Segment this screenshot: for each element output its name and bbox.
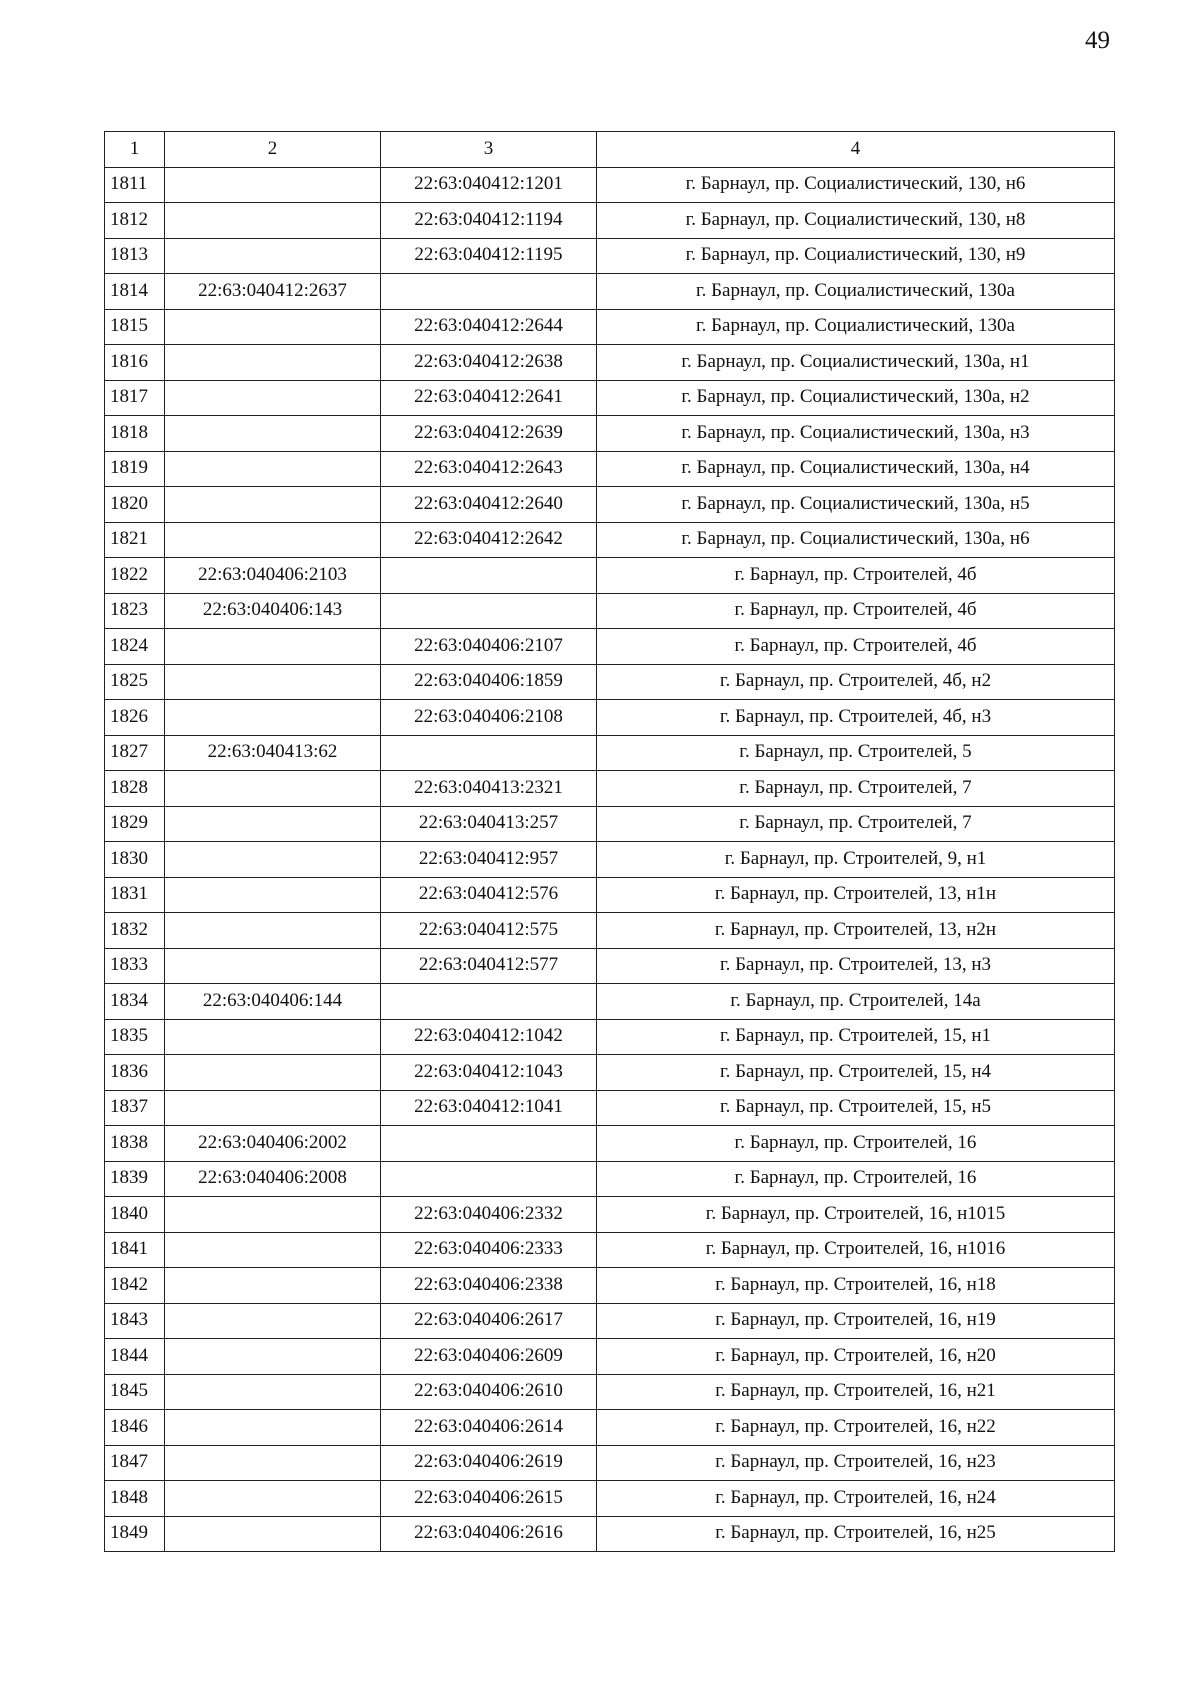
row-number-cell: 1822 xyxy=(105,558,165,594)
parcel-cadastral-number-cell xyxy=(165,380,381,416)
table-row xyxy=(105,1019,1115,1055)
building-cadastral-number-cell: 22:63:040412:1041 xyxy=(381,1090,597,1126)
address-cell: г. Барнаул, пр. Строителей, 4б xyxy=(597,593,1115,629)
address-cell: г. Барнаул, пр. Строителей, 4б, н3 xyxy=(597,700,1115,736)
table-row xyxy=(105,1481,1115,1517)
building-cadastral-number-cell: 22:63:040406:2619 xyxy=(381,1445,597,1481)
address-cell: г. Барнаул, пр. Социалистический, 130а, н1 xyxy=(597,345,1115,381)
address-cell: г. Барнаул, пр. Строителей, 7 xyxy=(597,771,1115,807)
table-row xyxy=(105,1339,1115,1375)
address-cell: г. Барнаул, пр. Строителей, 16 xyxy=(597,1161,1115,1197)
parcel-cadastral-number-cell xyxy=(165,1090,381,1126)
address-cell: г. Барнаул, пр. Строителей, 16, н21 xyxy=(597,1374,1115,1410)
parcel-cadastral-number-cell xyxy=(165,1268,381,1304)
parcel-cadastral-number-cell xyxy=(165,1516,381,1552)
building-cadastral-number-cell xyxy=(381,984,597,1020)
address-cell: г. Барнаул, пр. Социалистический, 130а, н4 xyxy=(597,451,1115,487)
parcel-cadastral-number-cell xyxy=(165,345,381,381)
parcel-cadastral-number-cell xyxy=(165,238,381,274)
table-row xyxy=(105,629,1115,665)
building-cadastral-number-cell: 22:63:040412:577 xyxy=(381,948,597,984)
building-cadastral-number-cell: 22:63:040412:576 xyxy=(381,877,597,913)
row-number-cell: 1816 xyxy=(105,345,165,381)
address-cell: г. Барнаул, пр. Строителей, 7 xyxy=(597,806,1115,842)
address-cell: г. Барнаул, пр. Строителей, 16, н23 xyxy=(597,1445,1115,1481)
row-number-cell: 1814 xyxy=(105,274,165,310)
address-cell: г. Барнаул, пр. Строителей, 16, н25 xyxy=(597,1516,1115,1552)
building-cadastral-number-cell: 22:63:040412:2638 xyxy=(381,345,597,381)
table-row xyxy=(105,700,1115,736)
row-number-cell: 1830 xyxy=(105,842,165,878)
page-number: 49 xyxy=(1085,27,1110,54)
row-number-cell: 1842 xyxy=(105,1268,165,1304)
building-cadastral-number-cell xyxy=(381,274,597,310)
parcel-cadastral-number-cell xyxy=(165,309,381,345)
table-row xyxy=(105,1374,1115,1410)
address-cell: г. Барнаул, пр. Строителей, 13, н3 xyxy=(597,948,1115,984)
parcel-cadastral-number-cell xyxy=(165,948,381,984)
parcel-cadastral-number-cell: 22:63:040406:2008 xyxy=(165,1161,381,1197)
parcel-cadastral-number-cell xyxy=(165,806,381,842)
table-row xyxy=(105,842,1115,878)
table-header-row xyxy=(105,132,1115,168)
parcel-cadastral-number-cell xyxy=(165,700,381,736)
column-header-2: 2 xyxy=(165,132,381,168)
address-cell: г. Барнаул, пр. Социалистический, 130а xyxy=(597,309,1115,345)
row-number-cell: 1826 xyxy=(105,700,165,736)
address-cell: г. Барнаул, пр. Строителей, 16, н1016 xyxy=(597,1232,1115,1268)
parcel-cadastral-number-cell xyxy=(165,1303,381,1339)
row-number-cell: 1844 xyxy=(105,1339,165,1375)
row-number-cell: 1834 xyxy=(105,984,165,1020)
row-number-cell: 1840 xyxy=(105,1197,165,1233)
table-row xyxy=(105,1126,1115,1162)
address-cell: г. Барнаул, пр. Строителей, 15, н5 xyxy=(597,1090,1115,1126)
row-number-cell: 1824 xyxy=(105,629,165,665)
address-cell: г. Барнаул, пр. Строителей, 14а xyxy=(597,984,1115,1020)
row-number-cell: 1815 xyxy=(105,309,165,345)
table-row xyxy=(105,1268,1115,1304)
building-cadastral-number-cell: 22:63:040412:2640 xyxy=(381,487,597,523)
parcel-cadastral-number-cell xyxy=(165,1055,381,1091)
parcel-cadastral-number-cell xyxy=(165,913,381,949)
address-cell: г. Барнаул, пр. Строителей, 16 xyxy=(597,1126,1115,1162)
row-number-cell: 1818 xyxy=(105,416,165,452)
building-cadastral-number-cell: 22:63:040412:1194 xyxy=(381,203,597,239)
row-number-cell: 1811 xyxy=(105,167,165,203)
table-row xyxy=(105,1161,1115,1197)
building-cadastral-number-cell xyxy=(381,1161,597,1197)
row-number-cell: 1839 xyxy=(105,1161,165,1197)
table-row xyxy=(105,1055,1115,1091)
row-number-cell: 1845 xyxy=(105,1374,165,1410)
row-number-cell: 1835 xyxy=(105,1019,165,1055)
column-header-4: 4 xyxy=(597,132,1115,168)
building-cadastral-number-cell: 22:63:040406:2333 xyxy=(381,1232,597,1268)
address-cell: г. Барнаул, пр. Строителей, 15, н1 xyxy=(597,1019,1115,1055)
address-cell: г. Барнаул, пр. Строителей, 4б, н2 xyxy=(597,664,1115,700)
address-cell: г. Барнаул, пр. Социалистический, 130а, н2 xyxy=(597,380,1115,416)
table-row xyxy=(105,948,1115,984)
building-cadastral-number-cell: 22:63:040412:2639 xyxy=(381,416,597,452)
building-cadastral-number-cell: 22:63:040406:2108 xyxy=(381,700,597,736)
parcel-cadastral-number-cell: 22:63:040406:144 xyxy=(165,984,381,1020)
column-header-3: 3 xyxy=(381,132,597,168)
row-number-cell: 1849 xyxy=(105,1516,165,1552)
table-row xyxy=(105,1197,1115,1233)
row-number-cell: 1820 xyxy=(105,487,165,523)
row-number-cell: 1832 xyxy=(105,913,165,949)
table-row xyxy=(105,345,1115,381)
building-cadastral-number-cell: 22:63:040406:2614 xyxy=(381,1410,597,1446)
table-row xyxy=(105,522,1115,558)
table-row xyxy=(105,593,1115,629)
parcel-cadastral-number-cell xyxy=(165,1339,381,1375)
row-number-cell: 1828 xyxy=(105,771,165,807)
parcel-cadastral-number-cell xyxy=(165,842,381,878)
table-row xyxy=(105,1445,1115,1481)
parcel-cadastral-number-cell xyxy=(165,771,381,807)
row-number-cell: 1812 xyxy=(105,203,165,239)
parcel-cadastral-number-cell xyxy=(165,1019,381,1055)
row-number-cell: 1846 xyxy=(105,1410,165,1446)
row-number-cell: 1813 xyxy=(105,238,165,274)
row-number-cell: 1827 xyxy=(105,735,165,771)
row-number-cell: 1823 xyxy=(105,593,165,629)
table-row xyxy=(105,487,1115,523)
address-cell: г. Барнаул, пр. Строителей, 16, н18 xyxy=(597,1268,1115,1304)
parcel-cadastral-number-cell: 22:63:040406:2002 xyxy=(165,1126,381,1162)
table-row xyxy=(105,203,1115,239)
table-row xyxy=(105,735,1115,771)
building-cadastral-number-cell: 22:63:040412:2641 xyxy=(381,380,597,416)
building-cadastral-number-cell: 22:63:040406:1859 xyxy=(381,664,597,700)
building-cadastral-number-cell: 22:63:040412:2644 xyxy=(381,309,597,345)
building-cadastral-number-cell: 22:63:040406:2107 xyxy=(381,629,597,665)
table-row xyxy=(105,274,1115,310)
row-number-cell: 1847 xyxy=(105,1445,165,1481)
table-row xyxy=(105,1516,1115,1552)
building-cadastral-number-cell: 22:63:040413:2321 xyxy=(381,771,597,807)
building-cadastral-number-cell xyxy=(381,735,597,771)
table-row xyxy=(105,984,1115,1020)
building-cadastral-number-cell xyxy=(381,593,597,629)
address-cell: г. Барнаул, пр. Строителей, 9, н1 xyxy=(597,842,1115,878)
table-row xyxy=(105,451,1115,487)
parcel-cadastral-number-cell xyxy=(165,1232,381,1268)
parcel-cadastral-number-cell xyxy=(165,1410,381,1446)
parcel-cadastral-number-cell xyxy=(165,416,381,452)
building-cadastral-number-cell: 22:63:040412:575 xyxy=(381,913,597,949)
address-cell: г. Барнаул, пр. Социалистический, 130а, н3 xyxy=(597,416,1115,452)
row-number-cell: 1825 xyxy=(105,664,165,700)
parcel-cadastral-number-cell xyxy=(165,451,381,487)
address-cell: г. Барнаул, пр. Строителей, 4б xyxy=(597,629,1115,665)
row-number-cell: 1848 xyxy=(105,1481,165,1517)
table-row xyxy=(105,558,1115,594)
building-cadastral-number-cell: 22:63:040406:2332 xyxy=(381,1197,597,1233)
parcel-cadastral-number-cell: 22:63:040412:2637 xyxy=(165,274,381,310)
table-row xyxy=(105,877,1115,913)
table-row xyxy=(105,380,1115,416)
building-cadastral-number-cell: 22:63:040412:2643 xyxy=(381,451,597,487)
table-row xyxy=(105,309,1115,345)
parcel-cadastral-number-cell xyxy=(165,487,381,523)
address-cell: г. Барнаул, пр. Строителей, 4б xyxy=(597,558,1115,594)
building-cadastral-number-cell: 22:63:040412:1043 xyxy=(381,1055,597,1091)
parcel-cadastral-number-cell xyxy=(165,1374,381,1410)
parcel-cadastral-number-cell xyxy=(165,877,381,913)
address-cell: г. Барнаул, пр. Строителей, 13, н1н xyxy=(597,877,1115,913)
registry-table xyxy=(104,131,1115,1552)
building-cadastral-number-cell xyxy=(381,558,597,594)
address-cell: г. Барнаул, пр. Строителей, 16, н20 xyxy=(597,1339,1115,1375)
building-cadastral-number-cell xyxy=(381,1126,597,1162)
building-cadastral-number-cell: 22:63:040406:2615 xyxy=(381,1481,597,1517)
table-row xyxy=(105,1410,1115,1446)
address-cell: г. Барнаул, пр. Строителей, 16, н1015 xyxy=(597,1197,1115,1233)
address-cell: г. Барнаул, пр. Строителей, 16, н24 xyxy=(597,1481,1115,1517)
building-cadastral-number-cell: 22:63:040406:2616 xyxy=(381,1516,597,1552)
table-row xyxy=(105,771,1115,807)
table-row xyxy=(105,238,1115,274)
table-row xyxy=(105,664,1115,700)
building-cadastral-number-cell: 22:63:040412:1195 xyxy=(381,238,597,274)
building-cadastral-number-cell: 22:63:040406:2617 xyxy=(381,1303,597,1339)
address-cell: г. Барнаул, пр. Строителей, 13, н2н xyxy=(597,913,1115,949)
address-cell: г. Барнаул, пр. Социалистический, 130, н9 xyxy=(597,238,1115,274)
table-row xyxy=(105,1303,1115,1339)
building-cadastral-number-cell: 22:63:040406:2609 xyxy=(381,1339,597,1375)
parcel-cadastral-number-cell: 22:63:040413:62 xyxy=(165,735,381,771)
address-cell: г. Барнаул, пр. Социалистический, 130а, н5 xyxy=(597,487,1115,523)
row-number-cell: 1819 xyxy=(105,451,165,487)
row-number-cell: 1838 xyxy=(105,1126,165,1162)
building-cadastral-number-cell: 22:63:040412:957 xyxy=(381,842,597,878)
building-cadastral-number-cell: 22:63:040412:1042 xyxy=(381,1019,597,1055)
building-cadastral-number-cell: 22:63:040413:257 xyxy=(381,806,597,842)
row-number-cell: 1831 xyxy=(105,877,165,913)
parcel-cadastral-number-cell xyxy=(165,167,381,203)
row-number-cell: 1836 xyxy=(105,1055,165,1091)
building-cadastral-number-cell: 22:63:040406:2338 xyxy=(381,1268,597,1304)
row-number-cell: 1841 xyxy=(105,1232,165,1268)
address-cell: г. Барнаул, пр. Строителей, 16, н19 xyxy=(597,1303,1115,1339)
parcel-cadastral-number-cell xyxy=(165,629,381,665)
table-row xyxy=(105,1090,1115,1126)
building-cadastral-number-cell: 22:63:040406:2610 xyxy=(381,1374,597,1410)
table-row xyxy=(105,1232,1115,1268)
row-number-cell: 1817 xyxy=(105,380,165,416)
address-cell: г. Барнаул, пр. Социалистический, 130а, н6 xyxy=(597,522,1115,558)
table-row xyxy=(105,913,1115,949)
address-cell: г. Барнаул, пр. Строителей, 16, н22 xyxy=(597,1410,1115,1446)
row-number-cell: 1833 xyxy=(105,948,165,984)
row-number-cell: 1843 xyxy=(105,1303,165,1339)
parcel-cadastral-number-cell: 22:63:040406:143 xyxy=(165,593,381,629)
building-cadastral-number-cell: 22:63:040412:2642 xyxy=(381,522,597,558)
parcel-cadastral-number-cell: 22:63:040406:2103 xyxy=(165,558,381,594)
parcel-cadastral-number-cell xyxy=(165,1481,381,1517)
parcel-cadastral-number-cell xyxy=(165,1197,381,1233)
building-cadastral-number-cell: 22:63:040412:1201 xyxy=(381,167,597,203)
table-body xyxy=(105,167,1115,1552)
parcel-cadastral-number-cell xyxy=(165,664,381,700)
parcel-cadastral-number-cell xyxy=(165,203,381,239)
row-number-cell: 1821 xyxy=(105,522,165,558)
parcel-cadastral-number-cell xyxy=(165,522,381,558)
row-number-cell: 1837 xyxy=(105,1090,165,1126)
address-cell: г. Барнаул, пр. Строителей, 15, н4 xyxy=(597,1055,1115,1091)
table-row xyxy=(105,167,1115,203)
row-number-cell: 1829 xyxy=(105,806,165,842)
column-header-1: 1 xyxy=(105,132,165,168)
table-row xyxy=(105,416,1115,452)
parcel-cadastral-number-cell xyxy=(165,1445,381,1481)
address-cell: г. Барнаул, пр. Строителей, 5 xyxy=(597,735,1115,771)
address-cell: г. Барнаул, пр. Социалистический, 130, н8 xyxy=(597,203,1115,239)
address-cell: г. Барнаул, пр. Социалистический, 130, н6 xyxy=(597,167,1115,203)
table-row xyxy=(105,806,1115,842)
address-cell: г. Барнаул, пр. Социалистический, 130а xyxy=(597,274,1115,310)
